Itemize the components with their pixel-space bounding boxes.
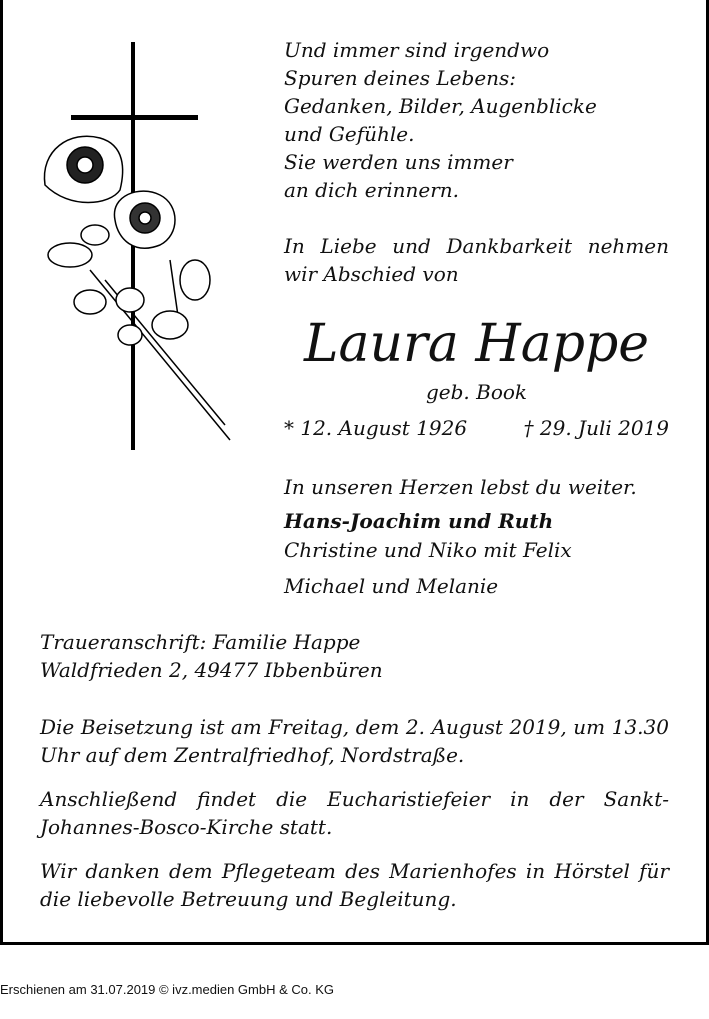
intro-text: In Liebe und Dankbarkeit nehmen wir Abschied von xyxy=(284,234,669,286)
thanks-text: Wir danken dem Pflegeteam des Marienhofes in Hörstel für die liebevolle Betreuung und Begleitung. xyxy=(40,859,669,911)
mourner: Hans-Joachim und Ruth xyxy=(284,509,554,533)
burial-info: Die Beisetzung ist am Freitag, dem 2. August 2019, um 13.30 Uhr auf dem Zentralfriedhof, Nordstraße. xyxy=(40,715,669,767)
birth-name: geb. Book xyxy=(425,380,528,404)
mourner: Christine und Niko mit Felix xyxy=(284,538,572,562)
poem xyxy=(284,36,597,204)
life-dates xyxy=(284,416,669,440)
closing-line: In unseren Herzen lebst du weiter. xyxy=(284,475,637,499)
poem-line: Gedanken, Bilder, Augenblicke xyxy=(284,94,597,118)
poem-line: an dich erinnern. xyxy=(284,178,459,202)
mass-info: Anschließend findet die Eucharistiefeier in der Sankt-Johannes-Bosco-Kirche statt. xyxy=(40,787,669,839)
poem-line: Sie werden uns immer xyxy=(284,150,513,174)
cross-with-roses-icon xyxy=(30,30,250,460)
mourner: Michael und Melanie xyxy=(284,574,499,598)
death-date: † 29. Juli 2019 xyxy=(523,416,669,440)
address-line: Waldfrieden 2, 49477 Ibbenbüren xyxy=(40,658,383,682)
mourning-address xyxy=(40,628,383,684)
poem-line: Und immer sind irgendwo xyxy=(284,38,550,62)
birth-date: * 12. August 1926 xyxy=(284,416,468,440)
poem-line: Spuren deines Lebens: xyxy=(284,66,517,90)
poem-line: und Gefühle. xyxy=(284,122,415,146)
address-line: Traueranschrift: Familie Happe xyxy=(40,630,361,654)
publication-footer: Erschienen am 31.07.2019 © ivz.medien GmbH & Co. KG xyxy=(0,982,335,997)
deceased-name: Laura Happe xyxy=(303,314,650,374)
